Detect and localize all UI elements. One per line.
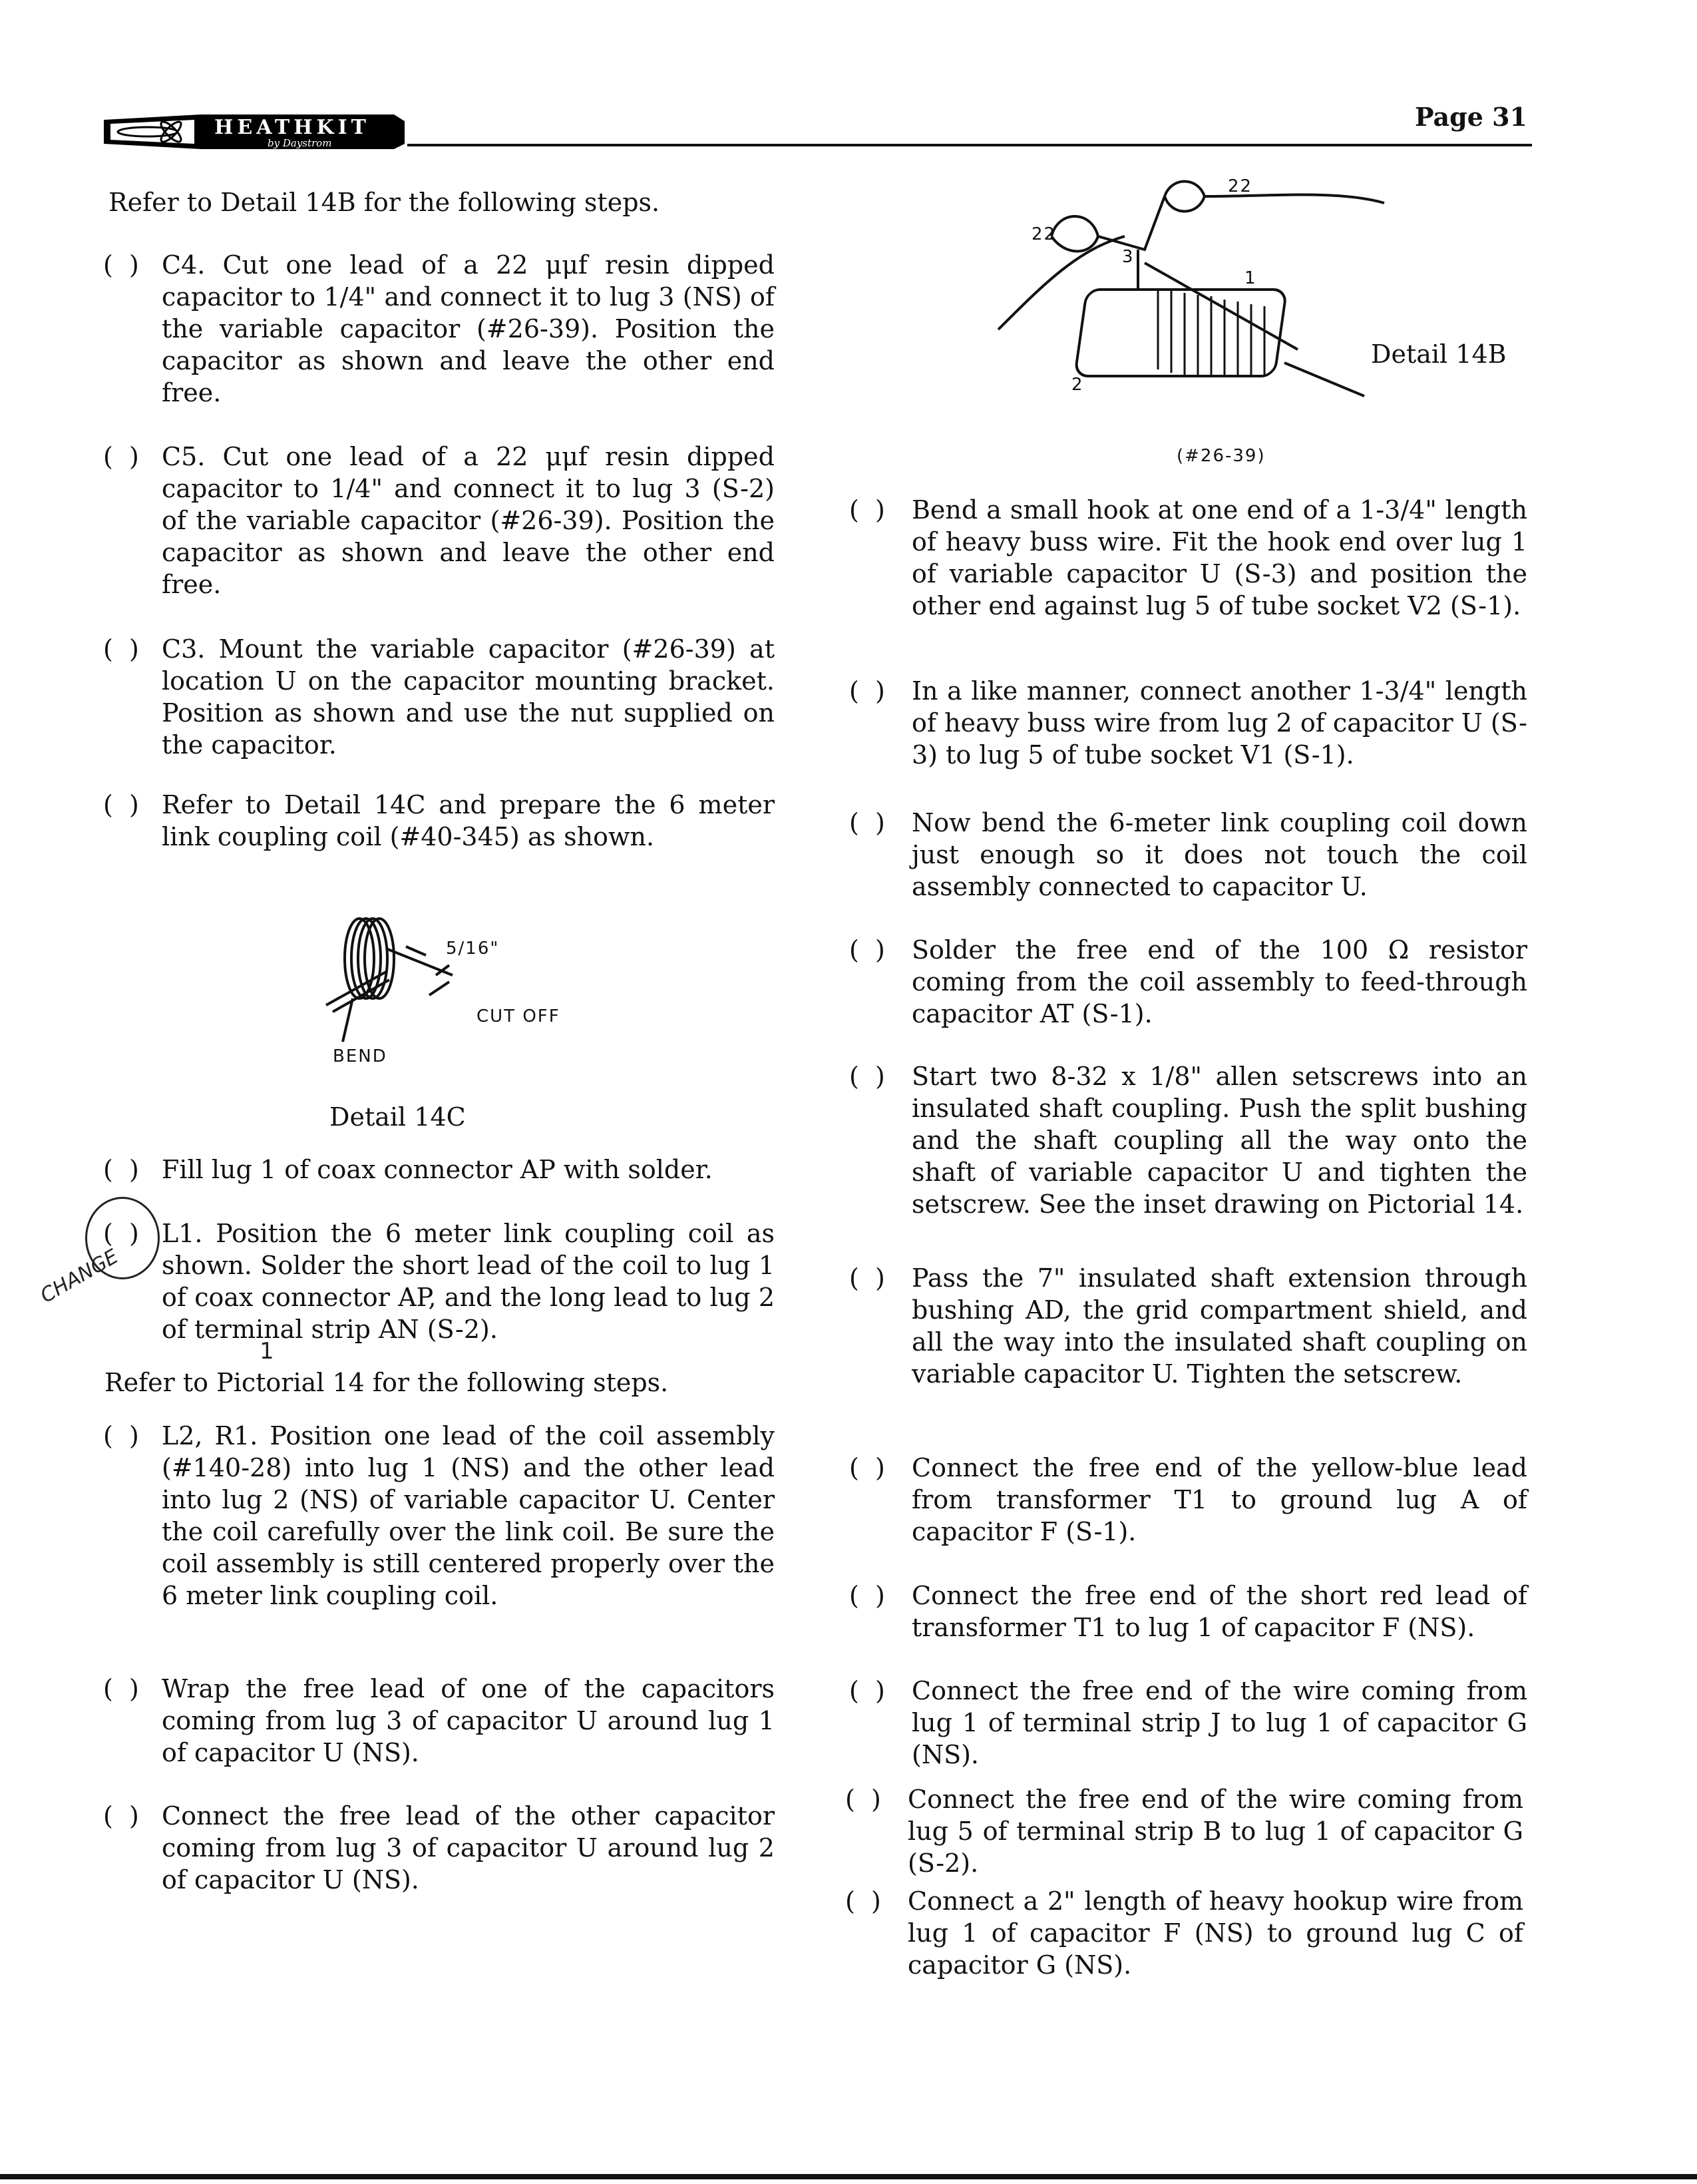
- page-number: Page 31: [1414, 102, 1527, 132]
- checkbox[interactable]: ( ): [849, 1062, 885, 1091]
- logo-subtext: by Daystrom: [268, 137, 332, 149]
- lug-label-1: 1: [1244, 268, 1257, 288]
- checkbox[interactable]: ( ): [103, 442, 139, 471]
- intro-pictorial-14: Refer to Pictorial 14 for the following steps.: [104, 1368, 669, 1397]
- step-text: Bend a small hook at one end of a 1-3/4" length of heavy buss wire. Fit the hook end over lug 1 of variable capacitor U (S-3) and position the other end against lug 5 of tube socket V2 (S-1).: [912, 495, 1527, 620]
- logo-text: HEATHKIT: [214, 116, 370, 139]
- checkbox[interactable]: ( ): [103, 1801, 139, 1831]
- lug-label-22-right: 22: [1228, 176, 1253, 196]
- detail-14c-figure: [313, 905, 592, 1078]
- step-text: Pass the 7" insulated shaft extension through bushing AD, the grid compartment shield, and all the way into the insulated shaft coupling on variable capacitor U. Tighten the setscrew.: [912, 1263, 1527, 1389]
- checkbox[interactable]: ( ): [845, 1785, 881, 1814]
- step-text: Connect the free end of the wire coming from lug 1 of terminal strip J to lug 1 of capacitor G (NS).: [912, 1676, 1527, 1769]
- step-text: Start two 8-32 x 1/8" allen setscrews into an insulated shaft coupling. Push the split bushing and the shaft coupling all the way onto the shaft of variable capacitor U and tighten the setscrew. See the inset drawing on Pictorial 14.: [912, 1062, 1527, 1219]
- step-text: Now bend the 6-meter link coupling coil down just enough so it does not touch the coil assembly connected to capacitor U.: [912, 808, 1527, 901]
- step-text: L2, R1. Position one lead of the coil assembly (#140-28) into lug 1 (NS) and the other lead into lug 2 (NS) of variable capacitor U. Center the coil carefully over the link coil. Be sure the coil assembly is still centered properly over the 6 meter link coupling coil.: [162, 1421, 775, 1610]
- step-text: C5. Cut one lead of a 22 μμf resin dipped capacitor to 1/4" and connect it to lug 3 (S-2) of the variable capacitor (#26-39). Position the capacitor as shown and leave the other end free.: [162, 442, 775, 599]
- handwritten-correction: 1: [260, 1338, 274, 1365]
- step-text: In a like manner, connect another 1-3/4" length of heavy buss wire from lug 2 of capacitor U (S-3) to lug 5 of tube socket V1 (S-1).: [912, 676, 1527, 769]
- checkbox[interactable]: ( ): [849, 1453, 885, 1482]
- step-text: Connect the free lead of the other capacitor coming from lug 3 of capacitor U around lug 2 of capacitor U (NS).: [162, 1801, 775, 1894]
- lug-label-22-left: 22: [1032, 224, 1057, 244]
- step-text: Connect the free end of the short red lead of transformer T1 to lug 1 of capacitor F (NS).: [912, 1581, 1527, 1642]
- step-text: Wrap the free lead of one of the capacitors coming from lug 3 of capacitor U around lug 1 of capacitor U (NS).: [162, 1674, 775, 1767]
- checkbox[interactable]: ( ): [849, 1263, 885, 1293]
- checkbox[interactable]: ( ): [103, 1674, 139, 1703]
- lug-label-3: 3: [1122, 247, 1135, 267]
- header-rule: [407, 144, 1532, 146]
- handwritten-note: CHANGE: [36, 1245, 122, 1308]
- step-text: C4. Cut one lead of a 22 μμf resin dipped capacitor to 1/4" and connect it to lug 3 (NS) of the variable capacitor (#26-39). Position the capacitor as shown and leave the other end free.: [162, 250, 775, 407]
- checkbox[interactable]: ( ): [849, 935, 885, 965]
- checkbox[interactable]: ( ): [103, 250, 139, 280]
- checkbox[interactable]: ( ): [849, 808, 885, 837]
- step-text: Fill lug 1 of coax connector AP with solder.: [162, 1155, 713, 1184]
- dimension-label: 5/16": [446, 939, 500, 959]
- heathkit-logo: [101, 112, 407, 152]
- step-text: Connect the free end of the wire coming from lug 5 of terminal strip B to lug 1 of capacitor G (S-2).: [908, 1785, 1523, 1878]
- checkbox[interactable]: ( ): [103, 634, 139, 664]
- step-text: Connect a 2" length of heavy hookup wire from lug 1 of capacitor F (NS) to ground lug C of capacitor G (NS).: [908, 1886, 1523, 1980]
- checkbox[interactable]: ( ): [849, 495, 885, 525]
- checkbox[interactable]: ( ): [103, 1421, 139, 1450]
- checkbox[interactable]: ( ): [103, 1155, 139, 1184]
- checkbox[interactable]: ( ): [849, 1581, 885, 1610]
- bend-label: BEND: [333, 1046, 387, 1066]
- part-number: (#26-39): [1177, 446, 1266, 466]
- checkbox[interactable]: ( ): [103, 1219, 139, 1248]
- checkbox[interactable]: ( ): [849, 676, 885, 706]
- step-text: Refer to Detail 14C and prepare the 6 meter link coupling coil (#40-345) as shown.: [162, 790, 775, 851]
- detail-14b-caption: Detail 14B: [1371, 339, 1507, 369]
- step-text: C3. Mount the variable capacitor (#26-39) at location U on the capacitor mounting bracket. Position as shown and use the nut supplied on the capacitor.: [162, 634, 775, 760]
- checkbox[interactable]: ( ): [103, 790, 139, 819]
- cut-off-label: CUT OFF: [476, 1006, 560, 1026]
- detail-14b-figure: [992, 163, 1404, 423]
- intro-detail-14b: Refer to Detail 14B for the following steps.: [108, 188, 660, 217]
- step-text: Connect the free end of the yellow-blue lead from transformer T1 to ground lug A of capacitor F (S-1).: [912, 1453, 1527, 1546]
- lug-label-2: 2: [1071, 375, 1084, 395]
- checkbox[interactable]: ( ): [849, 1676, 885, 1705]
- checkbox[interactable]: ( ): [845, 1886, 881, 1916]
- variable-capacitor-drawing: [992, 163, 1404, 423]
- step-text: Solder the free end of the 100 Ω resistor coming from the coil assembly to feed-through capacitor AT (S-1).: [912, 935, 1527, 1028]
- step-text: L1. Position the 6 meter link coupling coil as shown. Solder the short lead of the coil to lug 1 of coax connector AP, and the long lead to lug 2 of terminal strip AN (S-2).: [162, 1219, 775, 1344]
- detail-14c-caption: Detail 14C: [329, 1102, 466, 1132]
- bottom-rule: [0, 2174, 1697, 2179]
